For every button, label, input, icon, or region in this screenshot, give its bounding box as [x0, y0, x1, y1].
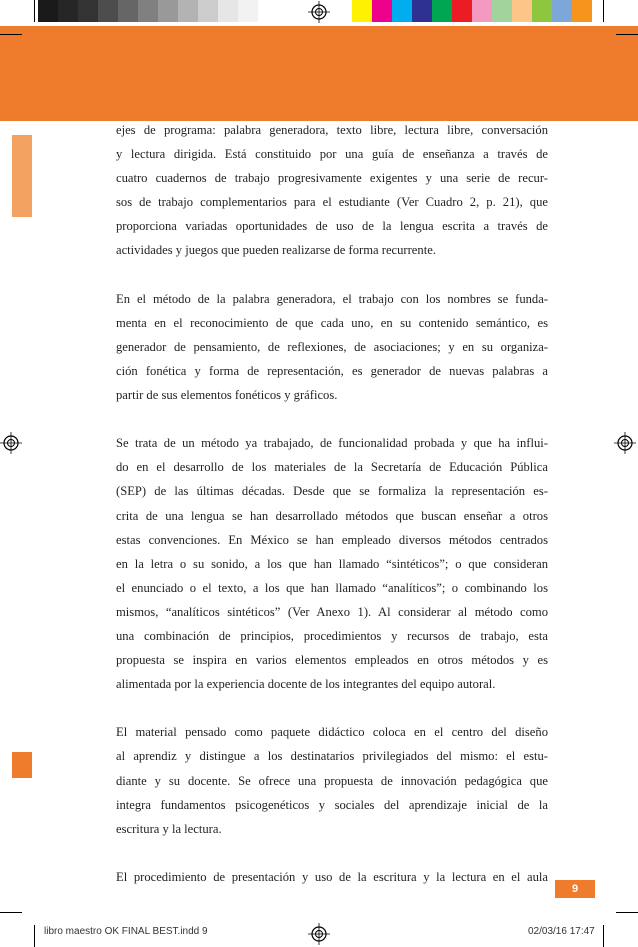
- paragraph: [116, 118, 548, 263]
- color-swatch: [492, 0, 512, 22]
- color-swatch: [452, 0, 472, 22]
- color-swatch: [412, 0, 432, 22]
- crop-mark: [603, 0, 604, 22]
- text-line: escritura y la lectura.: [116, 821, 222, 836]
- text-line: propuesta se inspira en varios elementos empleados en otros métodos y es: [116, 653, 548, 668]
- text-line: El procedimiento de presentación y uso de la escritura y la lectura en el aula: [116, 869, 548, 884]
- text-line: y lectura dirigida. Está constituido por una guía de enseñanza a través de: [116, 147, 548, 162]
- color-swatch: [258, 0, 278, 22]
- crop-mark: [603, 925, 604, 947]
- registration-target-icon: [0, 432, 22, 454]
- crop-mark: [34, 925, 35, 947]
- slug-filename: libro maestro OK FINAL BEST.indd 9: [44, 926, 208, 937]
- color-swatch: [472, 0, 492, 22]
- crop-mark: [34, 0, 35, 22]
- registration-target-icon: [308, 923, 330, 945]
- text-line: (SEP) de las últimas décadas. Desde que se formaliza la representación es-: [116, 484, 548, 499]
- text-line: mismos, “analíticos sintéticos” (Ver Anexo 1). Al considerar al método como: [116, 604, 548, 619]
- color-swatch: [372, 0, 392, 22]
- text-line: El material pensado como paquete didáctico coloca en el centro del diseño: [116, 725, 548, 740]
- text-line: partir de sus elementos fonéticos y gráficos.: [116, 388, 338, 403]
- color-swatch: [432, 0, 452, 22]
- color-swatch: [238, 0, 258, 22]
- color-swatch: [572, 0, 592, 22]
- text-line: en la letra o su sonido, a los que han llamado “sintéticos”; o que consideran: [116, 556, 548, 571]
- color-swatch: [138, 0, 158, 22]
- process-colorbar: [352, 0, 592, 26]
- paragraph: [116, 287, 548, 407]
- registration-target-icon: [614, 432, 636, 454]
- text-line: proporciona variadas oportunidades de uso de la lengua escrita a través de: [116, 219, 548, 234]
- color-swatch: [552, 0, 572, 22]
- registration-target-icon: [308, 1, 330, 23]
- header-band: [0, 26, 638, 121]
- color-swatch: [158, 0, 178, 22]
- color-swatch: [98, 0, 118, 22]
- text-line: integra fundamentos psicogenéticos y sociales del aprendizaje inicial de la: [116, 797, 548, 812]
- side-tab-light: [12, 135, 32, 217]
- page-number: 9: [555, 880, 595, 898]
- color-swatch: [38, 0, 58, 22]
- text-line: diante y su docente. Se ofrece una propuesta de innovación pedagógica que: [116, 773, 548, 788]
- paragraph: [116, 865, 548, 889]
- color-swatch: [198, 0, 218, 22]
- text-line: En el método de la palabra generadora, el trabajo con los nombres se funda-: [116, 291, 548, 306]
- text-line: Se trata de un método ya trabajado, de funcionalidad probada y que ha influi-: [116, 436, 548, 451]
- text-line: alimentada por la experiencia docente de los integrantes del equipo autoral.: [116, 677, 496, 692]
- color-swatch: [352, 0, 372, 22]
- text-line: sos de trabajo complementarios para el estudiante (Ver Cuadro 2, p. 21), que: [116, 195, 548, 210]
- color-swatch: [58, 0, 78, 22]
- text-line: el enunciado o el texto, a los que han llamado “analíticos”; o combinando los: [116, 580, 548, 595]
- side-tab: [12, 752, 32, 778]
- paragraph: [116, 431, 548, 696]
- color-swatch: [512, 0, 532, 22]
- color-swatch: [178, 0, 198, 22]
- text-line: menta en el reconocimiento de que cada uno, en su contenido semántico, es: [116, 315, 548, 330]
- text-line: generador de pensamiento, de reflexiones, de asociaciones; y en su organiza-: [116, 339, 548, 354]
- color-swatch: [118, 0, 138, 22]
- color-swatch: [392, 0, 412, 22]
- crop-mark: [0, 912, 22, 913]
- crop-mark: [616, 912, 638, 913]
- crop-mark: [0, 34, 22, 35]
- color-swatch: [532, 0, 552, 22]
- text-line: ción fonética y forma de representación, es generador de nuevas palabras a: [116, 363, 548, 378]
- color-swatch: [218, 0, 238, 22]
- text-line: al aprendiz y distingue a los destinatarios privilegiados del mismo: el estu-: [116, 749, 548, 764]
- body-text: [116, 118, 548, 889]
- text-line: do en el desarrollo de los materiales de la Secretaría de Educación Pública: [116, 460, 548, 475]
- paragraph: [116, 720, 548, 840]
- text-line: una combinación de principios, procedimientos y recursos de trabajo, esta: [116, 628, 548, 643]
- text-line: ejes de programa: palabra generadora, texto libre, lectura libre, conversación: [116, 123, 548, 137]
- text-line: actividades y juegos que pueden realizarse de forma recurrente.: [116, 243, 436, 258]
- text-line: cuatro cuadernos de trabajo progresivamente exigentes y una serie de recur-: [116, 171, 548, 186]
- crop-mark: [616, 34, 638, 35]
- slug-date: 02/03/16 17:47: [528, 926, 595, 937]
- text-line: crita de una lengua se han desarrollado métodos que buscan enseñar a otros: [116, 508, 548, 523]
- color-swatch: [78, 0, 98, 22]
- grayscale-colorbar: [38, 0, 278, 26]
- text-line: estas convenciones. En México se han empleado diversos métodos centrados: [116, 532, 548, 547]
